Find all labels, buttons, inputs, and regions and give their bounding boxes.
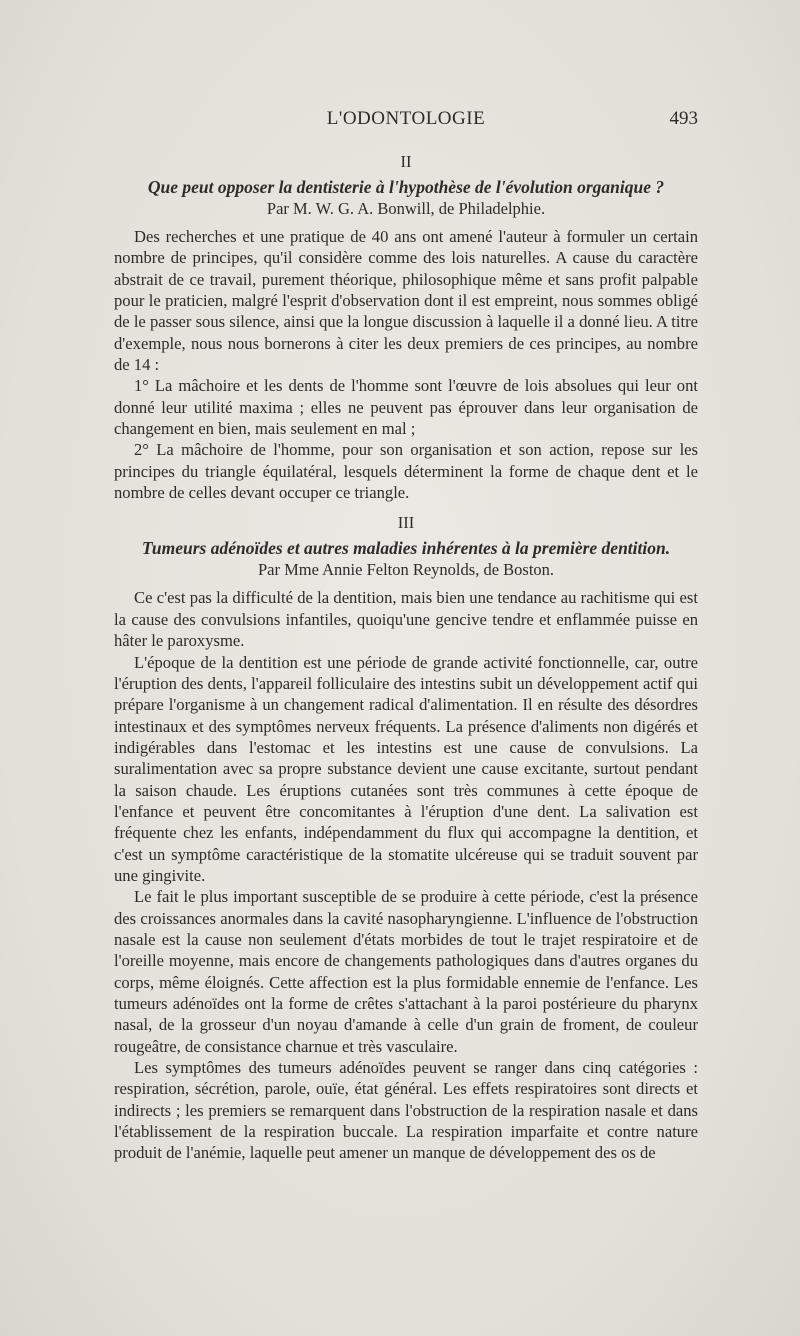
article-title: Que peut opposer la dentisterie à l'hypothèse de l'évolution organique ? bbox=[147, 177, 665, 197]
paragraph: L'époque de la dentition est une période de grande activité fonctionnelle, car, outre l'éruption des dents, l'appareil folliculaire des intestins subit un développement actif qui prépare l'organisme à un changement radical d'alimentation. Il en résulte des désordres intestinaux et des symptômes nerveux fréquents. La présence d'aliments non digérés et indigérables dans l'estomac et les intestins est une cause de convulsions. La suralimentation avec sa propre substance devient une cause excitante, surtout pendant la saison chaude. Les éruptions cutanées sont très communes à cette époque de l'enfance et peuvent être concomitantes à l'éruption d'une dent. La salivation est fréquente chez les enfants, indépendamment du flux qui accompagne la dentition, et c'est un symptôme caractéristique de la stomatite ulcéreuse qui se traduit souvent par une gingivite. bbox=[114, 652, 698, 885]
running-head bbox=[114, 108, 698, 144]
paragraph: Ce c'est pas la difficulté de la dentition, mais bien une tendance au rachitisme qui est la cause des convulsions infantiles, quoiqu'une gencive tendre et enflammée puisse en hâter le paroxysme. bbox=[114, 588, 698, 651]
journal-title: L'ODONTOLOGIE bbox=[326, 108, 486, 129]
article-title: Tumeurs adénoïdes et autres maladies inhérentes à la première dentition. bbox=[141, 538, 671, 559]
paragraph: Des recherches et une pratique de 40 ans ont amené l'auteur à formuler un certain nombre de principes, qu'il considère comme des lois naturelles. A cause du caractère abstrait de ce travail, purement théorique, philosophique même et sans profit palpable pour le praticien, malgré l'esprit d'observation dont il est empreint, nous sommes obligé de le passer sous silence, ainsi que la longue discussion à laquelle il a donné lieu. A titre d'exemple, nous nous bornerons à citer les deux premiers de ces principes, au nombre de 14 : bbox=[114, 227, 698, 375]
text-column bbox=[114, 108, 698, 1164]
page-number: 493 bbox=[669, 108, 698, 129]
section-number: II bbox=[400, 152, 412, 171]
paragraph: Les symptômes des tumeurs adénoïdes peuvent se ranger dans cinq catégories : respiration, sécrétion, parole, ouïe, état général. Les effets respiratoires sont directs et indirects ; les premiers se remarquent dans l'obstruction de la respiration nasale et dans l'établissement de la respiration buccale. La respiration imparfaite et contre nature produit de l'anémie, laquelle peut amener un manque de développement des os de bbox=[114, 1058, 698, 1163]
paragraph: 1° La mâchoire et les dents de l'homme sont l'œuvre de lois absolues qui leur ont donné leur utilité maxima ; elles ne peuvent pas éprouver dans leur organisation de changement en bien, mais seulement en mal ; bbox=[114, 376, 698, 439]
section-ii bbox=[114, 152, 698, 503]
paragraph: 2° La mâchoire de l'homme, pour son organisation et son action, repose sur les principes du triangle équilatéral, lesquels déterminent la forme de chaque dent et le nombre de celles devant occuper ce triangle. bbox=[114, 440, 698, 503]
article-byline: Par M. W. G. A. Bonwill, de Philadelphie. bbox=[266, 199, 546, 218]
article-byline: Par Mme Annie Felton Reynolds, de Boston. bbox=[257, 560, 555, 580]
section-iii bbox=[114, 513, 698, 1163]
section-number: III bbox=[397, 513, 415, 533]
paragraph: Le fait le plus important susceptible de se produire à cette période, c'est la présence des croissances anormales dans la cavité nasopharyngienne. L'influence de l'obstruction nasale est la cause non seulement d'états morbides de tout le trajet respiratoire et de l'oreille moyenne, mais encore de changements pathologiques dans d'autres organes du corps, même éloignés. Cette affection est la plus formidable ennemie de l'enfance. Les tumeurs adénoïdes ont la forme de crêtes s'attachant à la paroi postérieure du pharynx nasal, de la grosseur d'un noyau d'amande à celle d'un grain de froment, de couleur rougeâtre, de consistance charnue et très vasculaire. bbox=[114, 887, 698, 1056]
